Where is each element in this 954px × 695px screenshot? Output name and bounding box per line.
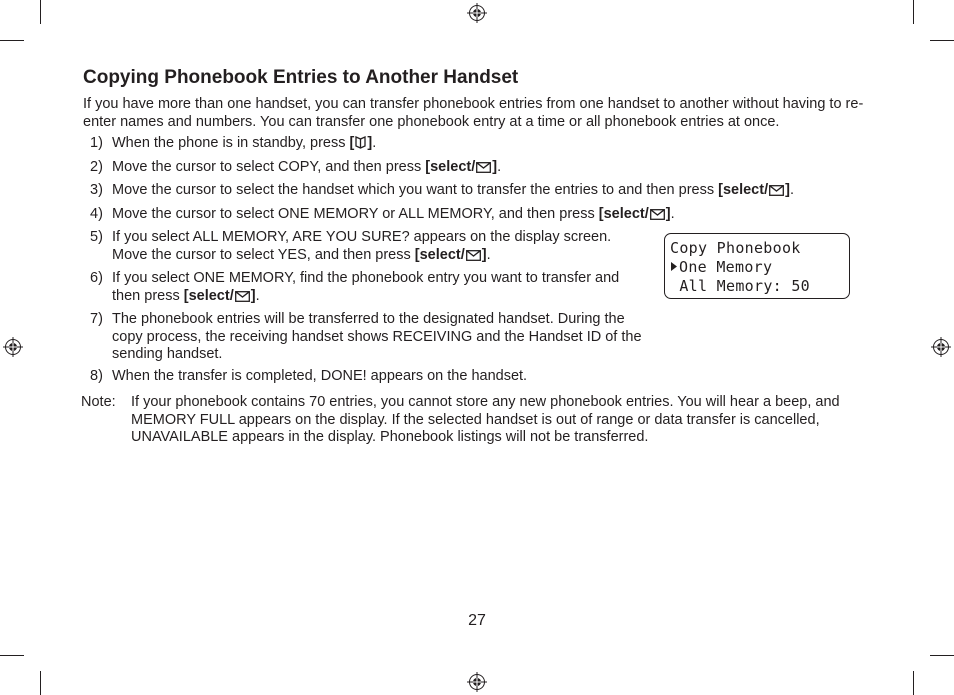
envelope-icon bbox=[650, 208, 665, 226]
page-title: Copying Phonebook Entries to Another Handset bbox=[83, 67, 519, 88]
step-item bbox=[83, 368, 873, 386]
lcd-row-selected: One Memory bbox=[670, 258, 849, 277]
step-text: When the transfer is completed, DONE! appears on the handset. bbox=[112, 367, 528, 384]
registration-mark-icon bbox=[931, 337, 951, 357]
crop-mark bbox=[40, 0, 41, 24]
crop-mark bbox=[0, 40, 24, 41]
registration-mark-icon bbox=[3, 337, 23, 357]
step-number: 7) bbox=[90, 311, 103, 327]
key-label: [select/ ] bbox=[425, 159, 497, 175]
step-item: 1) When the phone is in standby, press [ ]. bbox=[83, 135, 873, 155]
note-label: Note: bbox=[81, 394, 116, 410]
step-number: 1) bbox=[90, 135, 103, 151]
step-number: 4) bbox=[90, 205, 103, 222]
crop-mark bbox=[0, 655, 24, 656]
step-text: Move the cursor to select ONE MEMORY or ALL MEMORY, and then press bbox=[112, 205, 599, 222]
envelope-icon bbox=[769, 184, 784, 202]
lcd-row: All Memory: 50 bbox=[679, 277, 810, 295]
step-text: Move the cursor to select the handset which you want to transfer the entries to and then press bbox=[112, 182, 719, 198]
triangle-right-icon bbox=[670, 258, 679, 277]
page-number: 27 bbox=[468, 612, 486, 629]
step-text: If you select ONE MEMORY, find the phonebook entry you want to transfer and then press bbox=[112, 270, 620, 304]
lcd-row: Copy Phonebook bbox=[670, 239, 801, 257]
key-label: [select/ ] bbox=[599, 206, 671, 222]
key-label: [select/ ] bbox=[184, 288, 256, 304]
crop-mark bbox=[913, 671, 914, 695]
crop-mark bbox=[930, 655, 954, 656]
registration-mark-icon bbox=[467, 672, 487, 692]
step-number: 3) bbox=[90, 182, 103, 198]
step-number: 2) bbox=[90, 158, 103, 175]
step-item: 2) Move the cursor to select COPY, and then press [select/ ]. bbox=[83, 159, 873, 179]
note-text: If your phonebook contains 70 entries, you cannot store any new phonebook entries. You will hear a beep, and MEMORY FULL appears on the display. If the selected handset is out of range or data transfer is cancelled, UNAVAILABLE appears in the display. Phonebook listings will not be transferred. bbox=[131, 394, 840, 445]
crop-mark bbox=[913, 0, 914, 24]
step-number: 5) bbox=[90, 229, 103, 245]
key-label: [select/ ] bbox=[718, 182, 790, 198]
step-item bbox=[83, 311, 642, 364]
step-item: 3) Move the cursor to select the handset which you want to transfer the entries to and then press [select/ ]. bbox=[83, 182, 873, 202]
step-number: 6) bbox=[90, 270, 103, 286]
envelope-icon bbox=[235, 290, 250, 308]
step-text: Move the cursor to select COPY, and then press bbox=[112, 158, 426, 175]
intro-paragraph: If you have more than one handset, you can transfer phonebook entries from one handset to another without having to re-enter names and numbers. You can transfer one phonebook entry at a time or all phonebook entries at once. bbox=[83, 96, 864, 130]
envelope-icon bbox=[476, 161, 491, 179]
lcd-display bbox=[664, 233, 850, 299]
key-label: [ ] bbox=[350, 135, 373, 151]
crop-mark bbox=[930, 40, 954, 41]
crop-mark bbox=[40, 671, 41, 695]
key-label: [select/ ] bbox=[415, 247, 487, 263]
registration-mark-icon bbox=[467, 3, 487, 23]
step-text: If you select ALL MEMORY, ARE YOU SURE? appears on the display screen. Move the cursor to select YES, and then press bbox=[112, 229, 612, 263]
note bbox=[81, 394, 871, 447]
step-item: 4) Move the cursor to select ONE MEMORY or ALL MEMORY, and then press [select/ ]. bbox=[83, 206, 873, 226]
step-item: 6) If you select ONE MEMORY, find the phonebook entry you want to transfer and then press [select/ ]. bbox=[83, 270, 642, 307]
phonebook-icon bbox=[355, 136, 366, 155]
step-number: 8) bbox=[90, 367, 103, 384]
step-text: The phonebook entries will be transferred to the designated handset. During the copy process, the receiving handset shows RECEIVING and the Handset ID of the sending handset. bbox=[112, 311, 642, 362]
step-item: 5) If you select ALL MEMORY, ARE YOU SURE? appears on the display screen. Move the cursor to select YES, and then press [select/ ]. bbox=[83, 229, 642, 266]
step-text: When the phone is in standby, press bbox=[112, 135, 350, 151]
envelope-icon bbox=[466, 249, 481, 267]
